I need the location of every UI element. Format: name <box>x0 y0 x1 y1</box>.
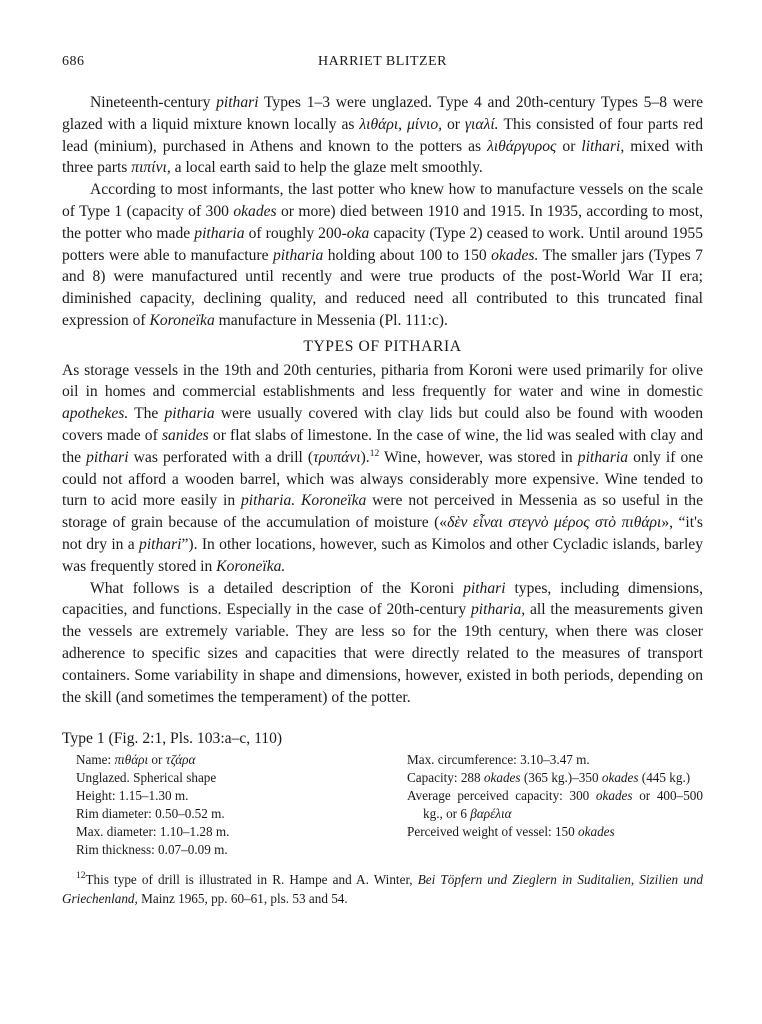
spec-rim-thickness: Rim thickness: 0.07–0.09 m. <box>76 842 228 858</box>
running-head-author: HARRIET BLITZER <box>318 54 447 69</box>
footnote-12: $^{12}$This type of drill is illustrated in R. Hampe and A. Winter, Bei Töpfern und Zieglern in Suditalien, Sizilien und Griechenland, Mainz 1965, pp. 60–61, pls. 53 and 54. <box>62 871 704 906</box>
spec-rim-diameter: Rim diameter: 0.50–0.52 m. <box>76 806 225 822</box>
footnote-number: 12 <box>76 871 86 882</box>
section-heading: TYPES OF PITHARIA <box>303 337 462 355</box>
paragraph-glazing: Nineteenth-century pithari Types 1–3 were unglazed. Type 4 and 20th-century Types 5–8 were glazed with a liquid mixture known locally as λιθάρι, μίνιο, or γιαλί. This consisted of four parts red lead (minium), purchased in Athens and known to the potters as λιθάργυρος or lithari, mixed with three parts πιπίνι, a local earth said to help the glaze melt smoothly. <box>62 94 703 177</box>
paragraph-storage: As storage vessels in the 19th and 20th centuries, pitharia from Koroni were used primarily for olive oil in homes and commercial establishments and less frequently for water and wine in domestic apothekes. The pitharia were usually covered with clay lids but could also be found with wooden covers made of sanides or flat slabs of limestone. In the case of wine, the lid was sealed with clay and the pithari was perforated with a drill (τρυπάνι).$^{12}$ Wine, however, was stored in pitharia only if one could not afford a wooden barrel, which was always considerably more expensive. Wine tended to turn to acid more easily in pitharia. Koroneïka were not perceived in Messenia as so useful in the storage of grain because of the accumulation of moisture («δὲν εἶναι στεγνὸ μέρος στὸ πιθάρι», “it's not dry in a pithari”). In other locations, however, such as Kimolos and other Cycladic islands, barley was frequently stored in Koroneïka. <box>62 361 703 575</box>
spec-height: Height: 1.15–1.30 m. <box>76 788 189 804</box>
spec-shape: Unglazed. Spherical shape <box>76 770 217 786</box>
spec-max-circumference: Max. circumference: 3.10–3.47 m. <box>407 752 590 768</box>
spec-vessel-weight: Perceived weight of vessel: 150 okades <box>407 824 615 840</box>
page <box>62 52 703 908</box>
spec-capacity: Capacity: 288 okades (365 kg.)–350 okades (445 kg.) <box>407 770 691 786</box>
type1-specs <box>62 751 703 859</box>
page-number: 686 <box>62 54 85 69</box>
running-head <box>62 52 703 76</box>
spec-name: Name: πιθάρι or τζάρα <box>76 752 196 768</box>
type1-title: Type 1 (Fig. 2:1, Pls. 103:a–c, 110) <box>62 730 283 748</box>
type1-specs-left <box>62 751 376 859</box>
type1-specs-right <box>407 751 703 859</box>
spec-average-capacity: Average perceived capacity: 300 okades or 400–500 kg., or 6 βαρέλια <box>407 788 703 822</box>
paragraph-informants: According to most informants, the last potter who knew how to manufacture vessels on the scale of Type 1 (capacity of 300 okades or more) died between 1910 and 1915. In 1935, according to most, the potter who made pitharia of roughly 200-oka capacity (Type 2) ceased to work. Until around 1955 potters were able to manufacture pitharia holding about 100 to 150 okades. The smaller jars (Types 7 and 8) were manufactured until recently and were true products of the post-World War II era; diminished capacity, declining quality, and reduced need all contributed to this truncated final expression of Koroneïka manufacture in Messenia (Pl. 111:c). <box>62 181 704 329</box>
spec-max-diameter: Max. diameter: 1.10–1.28 m. <box>76 824 230 840</box>
footnote-ref[interactable]: 12 <box>369 448 380 459</box>
paragraph-description: What follows is a detailed description of the Koroni pithari types, including dimensions, capacities, and functions. Especially in the case of 20th-century pitharia, all the measurements given the vessels are extremely variable. They are less so for the 19th century, when there was closer adherence to specific sizes and capacities that were directly related to the measures of transport containers. Some variability in shape and dimensions, however, existed in both periods, depending on the skill (and sometimes the temperament) of the potter. <box>62 579 703 706</box>
